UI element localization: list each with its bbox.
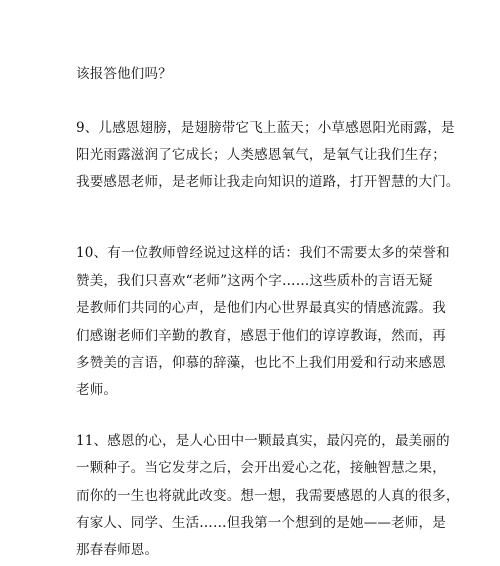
text-line: 多赞美的言语，仰慕的辞藻，也比不上我们用爱和行动来感恩: [76, 355, 446, 371]
text-line: 赞美，我们只喜欢“老师”这两个字……这些质朴的言语无疑: [76, 273, 433, 289]
text-line: 老师。: [76, 382, 118, 398]
text-line: 9、儿感恩翅膀，是翅膀带它飞上蓝天；小草感恩阳光雨露，是: [76, 120, 455, 136]
text-line: 该报答他们吗？: [76, 66, 172, 82]
text-line: 我要感恩老师，是老师让我走向知识的道路，打开智慧的大门。: [76, 174, 460, 190]
text-line: 10、有一位教师曾经说过这样的话：我们不需要太多的荣誉和: [76, 245, 450, 261]
text-line: 阳光雨露滋润了它成长；人类感恩氧气，是氧气让我们生存；: [76, 147, 446, 163]
text-line: 11、感恩的心，是人心田中一颗最真实，最闪亮的，最美丽的: [76, 433, 450, 449]
text-line: 那春春师恩。: [76, 542, 159, 558]
text-line: 一颗种子。当它发芽之后，会开出爱心之花，接触智慧之果，: [76, 460, 446, 476]
text-line: 有家人、同学、生活……但我第一个想到的是她——老师，是: [76, 515, 446, 531]
text-line: 是教师们共同的心声，是他们内心世界最真实的情感流露。我: [76, 300, 446, 316]
text-line: 们感谢老师们辛勤的教育，感恩于他们的谆谆教诲，然而，再: [76, 328, 446, 344]
text-line: 而你的一生也将就此改变。想一想，我需要感恩的人真的很多，: [76, 488, 460, 504]
